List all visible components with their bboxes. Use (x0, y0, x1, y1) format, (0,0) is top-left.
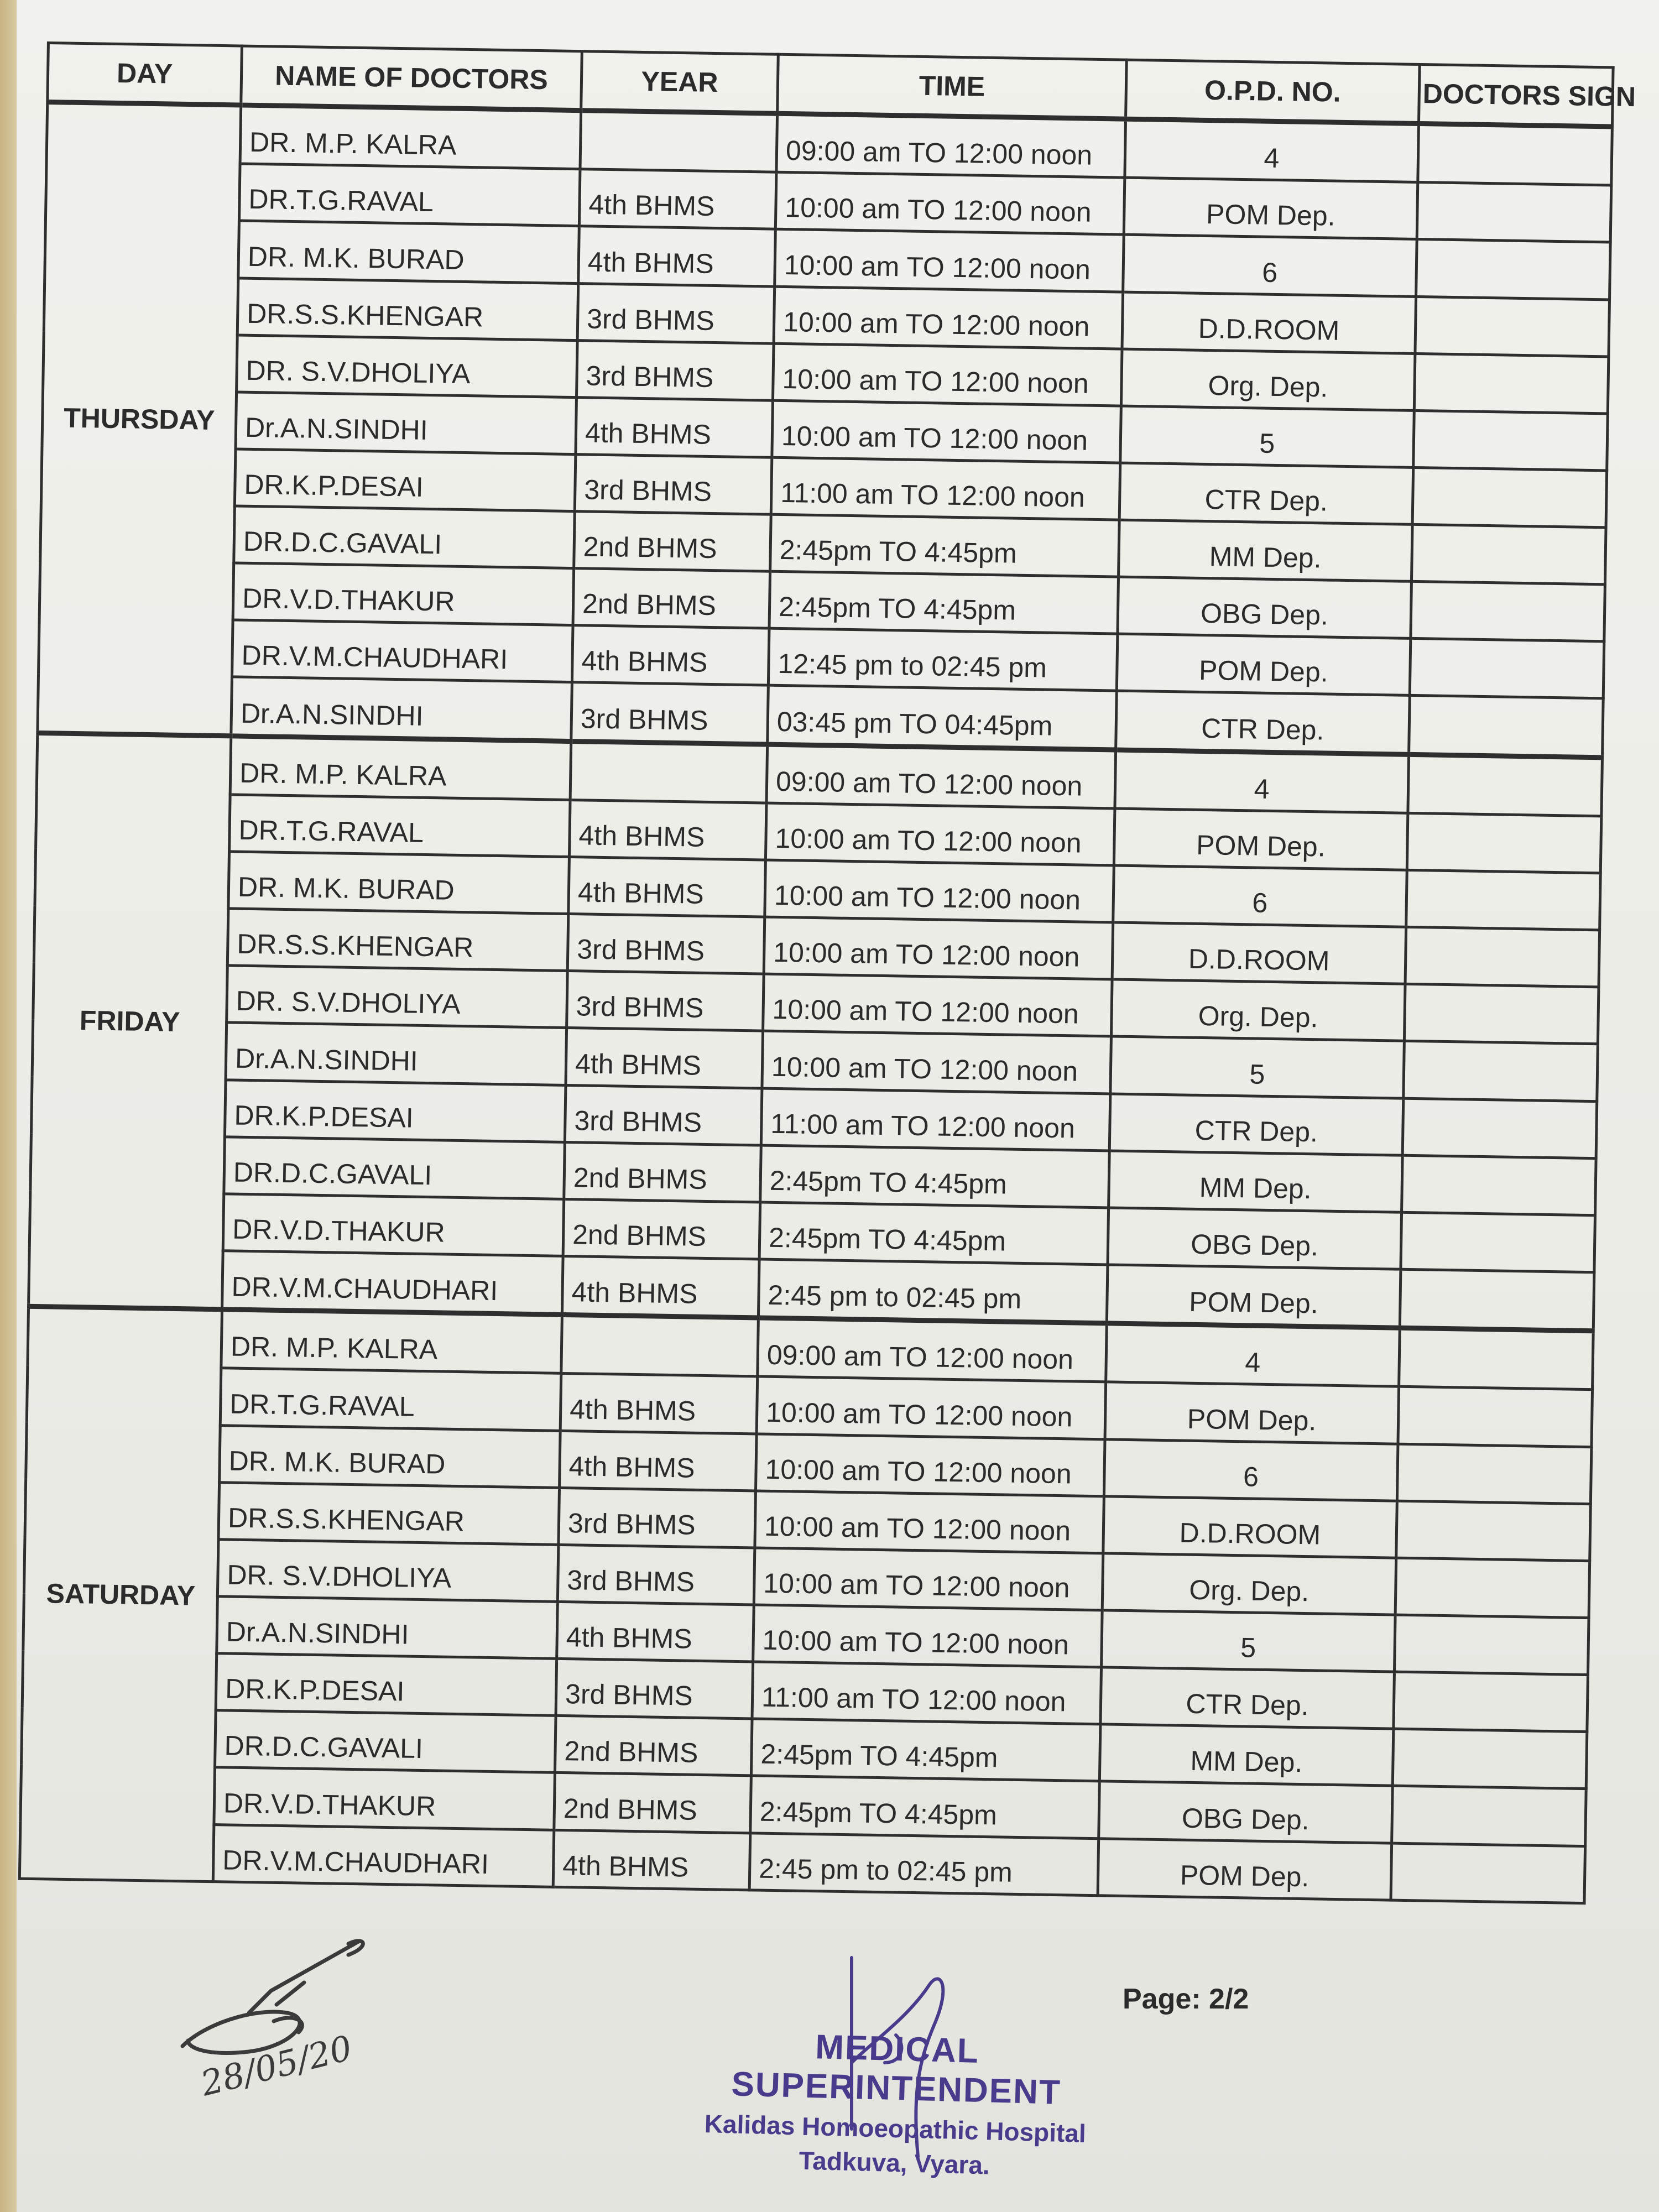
time-cell: 10:00 am TO 12:00 noon (754, 1548, 1103, 1610)
year-cell (580, 111, 778, 173)
opd-cell: Org. Dep. (1102, 1553, 1396, 1615)
year-cell: 4th BHMS (560, 1374, 758, 1434)
time-cell: 10:00 am TO 12:00 noon (764, 917, 1113, 979)
opd-cell: POM Dep. (1105, 1382, 1399, 1443)
opd-cell: Org. Dep. (1121, 349, 1415, 410)
year-cell: 2nd BHMS (563, 1199, 760, 1259)
time-cell: 10:00 am TO 12:00 noon (755, 1434, 1105, 1496)
opd-cell: 4 (1106, 1323, 1400, 1387)
doctor-name-cell: DR.D.C.GAVALI (234, 506, 575, 568)
year-cell: 4th BHMS (569, 800, 766, 860)
opd-cell: OBG Dep. (1108, 1208, 1402, 1269)
opd-cell: D.D.ROOM (1122, 292, 1416, 353)
doctor-sign-cell (1397, 1444, 1592, 1504)
year-cell (570, 741, 768, 803)
time-cell: 2:45pm TO 4:45pm (770, 514, 1120, 577)
page-number: Page: 2/2 (1123, 1983, 1249, 2015)
year-cell: 3rd BHMS (565, 1085, 762, 1145)
time-cell: 10:00 am TO 12:00 noon (762, 1031, 1112, 1094)
doctor-name-cell: DR.D.C.GAVALI (215, 1710, 556, 1773)
time-cell: 11:00 am TO 12:00 noon (761, 1088, 1110, 1151)
doctor-sign-cell (1394, 1615, 1589, 1675)
header-opd: O.P.D. NO. (1126, 60, 1420, 123)
doctor-sign-cell (1400, 1269, 1594, 1331)
doctor-name-cell: DR.T.G.RAVAL (239, 164, 580, 226)
doctor-sign-cell (1410, 639, 1604, 699)
year-cell: 3rd BHMS (567, 971, 764, 1031)
opd-cell: 6 (1123, 234, 1417, 296)
year-cell: 3rd BHMS (577, 340, 774, 400)
opd-cell: 6 (1104, 1439, 1398, 1500)
doctor-sign-cell (1404, 1041, 1598, 1102)
time-cell: 03:45 pm TO 04:45pm (768, 686, 1117, 750)
opd-cell: 5 (1120, 406, 1415, 467)
header-day: DAY (48, 43, 242, 105)
doctor-name-cell: DR.K.P.DESAI (216, 1653, 557, 1716)
day-cell: THURSDAY (38, 102, 241, 736)
year-cell: 3rd BHMS (559, 1488, 756, 1548)
year-cell: 2nd BHMS (554, 1773, 752, 1833)
header-time: TIME (778, 54, 1127, 119)
doctor-name-cell: DR.V.D.THAKUR (214, 1767, 555, 1830)
opd-cell: CTR Dep. (1119, 463, 1413, 524)
doctor-sign-cell (1399, 1328, 1594, 1390)
stamp-org: Kalidas Homoeopathic Hospital (704, 2109, 1087, 2148)
doctor-sign-cell (1416, 239, 1611, 300)
doctor-sign-cell (1392, 1729, 1587, 1789)
doctor-sign-cell (1402, 1098, 1597, 1159)
doctor-name-cell: Dr.A.N.SINDHI (226, 1022, 567, 1085)
doctor-name-cell: DR.V.D.THAKUR (223, 1194, 564, 1256)
time-cell: 09:00 am TO 12:00 noon (766, 744, 1116, 808)
opd-cell: POM Dep. (1124, 178, 1418, 239)
doctor-sign-cell (1404, 984, 1599, 1045)
opd-cell: MM Dep. (1109, 1151, 1403, 1212)
time-cell: 10:00 am TO 12:00 noon (757, 1376, 1106, 1439)
year-cell: 4th BHMS (560, 1431, 757, 1491)
opd-schedule-table (18, 41, 1636, 1905)
doctor-sign-cell (1409, 696, 1604, 758)
opd-cell: 4 (1115, 750, 1409, 813)
time-cell: 2:45 pm to 02:45 pm (758, 1259, 1108, 1323)
day-cell: SATURDAY (19, 1307, 222, 1882)
time-cell: 10:00 am TO 12:00 noon (775, 172, 1125, 234)
year-cell: 2nd BHMS (564, 1142, 761, 1202)
doctor-name-cell: DR.S.S.KHENGAR (227, 909, 568, 971)
doctor-name-cell: DR. M.K. BURAD (220, 1425, 561, 1488)
doctor-name-cell: DR.V.M.CHAUDHARI (222, 1251, 564, 1315)
header-year: YEAR (581, 51, 779, 114)
opd-cell: 6 (1113, 865, 1407, 927)
opd-cell: D.D.ROOM (1103, 1496, 1397, 1558)
time-cell: 10:00 am TO 12:00 noon (774, 286, 1123, 349)
year-cell: 4th BHMS (568, 857, 766, 917)
time-cell: 10:00 am TO 12:00 noon (763, 974, 1113, 1036)
doctor-sign-cell (1395, 1558, 1590, 1618)
doctor-sign-cell (1411, 582, 1605, 642)
opd-cell: Org. Dep. (1111, 979, 1405, 1041)
time-cell: 11:00 am TO 12:00 noon (771, 457, 1120, 520)
time-cell: 2:45pm TO 4:45pm (750, 1776, 1100, 1838)
time-cell: 10:00 am TO 12:00 noon (775, 229, 1124, 292)
opd-cell: 4 (1125, 119, 1419, 182)
year-cell: 4th BHMS (557, 1601, 754, 1662)
doctor-sign-cell (1391, 1843, 1585, 1903)
doctor-name-cell: DR.T.G.RAVAL (220, 1368, 561, 1431)
year-cell: 4th BHMS (562, 1256, 759, 1318)
opd-cell: POM Dep. (1114, 808, 1408, 870)
doctor-name-cell: DR.S.S.KHENGAR (237, 278, 578, 340)
doctor-sign-cell (1417, 182, 1611, 243)
doctor-sign-cell (1408, 754, 1603, 816)
doctor-sign-cell (1411, 524, 1606, 585)
opd-cell: OBG Dep. (1118, 577, 1412, 638)
time-cell: 10:00 am TO 12:00 noon (772, 400, 1121, 463)
year-cell: 4th BHMS (566, 1028, 763, 1088)
year-cell: 3rd BHMS (571, 682, 769, 744)
doctor-sign-cell (1398, 1387, 1593, 1447)
year-cell: 3rd BHMS (556, 1659, 753, 1719)
year-cell: 3rd BHMS (575, 455, 772, 515)
doctor-sign-cell (1407, 813, 1601, 873)
doctor-name-cell: DR.K.P.DESAI (225, 1079, 566, 1142)
doctor-sign-cell (1402, 1155, 1597, 1215)
opd-cell: CTR Dep. (1116, 691, 1410, 755)
opd-cell: MM Dep. (1099, 1724, 1394, 1786)
doctor-name-cell: Dr.A.N.SINDHI (217, 1597, 558, 1659)
doctor-sign-cell (1405, 927, 1600, 988)
opd-cell: POM Dep. (1107, 1265, 1401, 1328)
doctor-name-cell: DR.D.C.GAVALI (224, 1137, 565, 1199)
time-cell: 12:45 pm to 02:45 pm (768, 628, 1118, 691)
time-cell: 10:00 am TO 12:00 noon (755, 1491, 1104, 1553)
time-cell: 11:00 am TO 12:00 noon (752, 1662, 1102, 1724)
doctor-name-cell: DR.S.S.KHENGAR (218, 1482, 560, 1545)
doctor-sign-cell (1396, 1501, 1591, 1561)
doctor-sign-cell (1415, 296, 1610, 357)
opd-cell: 5 (1102, 1610, 1396, 1672)
doctor-sign-cell (1406, 870, 1601, 930)
time-cell: 2:45pm TO 4:45pm (751, 1719, 1100, 1781)
doctor-sign-cell (1392, 1786, 1587, 1846)
year-cell (561, 1315, 759, 1377)
doctor-sign-cell (1394, 1672, 1588, 1732)
year-cell: 4th BHMS (579, 169, 776, 229)
day-cell: FRIDAY (29, 733, 231, 1310)
time-cell: 09:00 am TO 12:00 noon (776, 113, 1126, 178)
year-cell: 4th BHMS (578, 226, 776, 286)
doctor-sign-cell (1401, 1212, 1595, 1272)
opd-cell: CTR Dep. (1109, 1094, 1404, 1155)
stamp-place: Tadkuva, Vyara. (798, 2146, 990, 2180)
time-cell: 10:00 am TO 12:00 noon (765, 860, 1114, 922)
opd-cell: CTR Dep. (1100, 1667, 1395, 1729)
schedule-body (19, 102, 1612, 1903)
doctor-name-cell: DR.T.G.RAVAL (229, 795, 571, 857)
doctor-name-cell: DR. M.P. KALRA (230, 736, 571, 800)
year-cell: 4th BHMS (576, 397, 773, 457)
doctor-name-cell: DR. S.V.DHOLIYA (237, 335, 578, 398)
time-cell: 2:45pm TO 4:45pm (769, 571, 1119, 634)
doctor-name-cell: Dr.A.N.SINDHI (231, 677, 572, 741)
doctor-name-cell: Dr.A.N.SINDHI (236, 392, 577, 455)
doctor-name-cell: DR.V.M.CHAUDHARI (213, 1824, 554, 1887)
doctor-name-cell: DR. M.P. KALRA (240, 105, 581, 169)
doctor-name-cell: DR. M.K. BURAD (228, 852, 570, 914)
year-cell: 3rd BHMS (567, 914, 765, 974)
time-cell: 10:00 am TO 12:00 noon (753, 1605, 1103, 1667)
year-cell: 4th BHMS (553, 1830, 750, 1890)
year-cell: 3rd BHMS (577, 283, 775, 343)
opd-cell: MM Dep. (1119, 520, 1413, 581)
time-cell: 10:00 am TO 12:00 noon (773, 343, 1122, 406)
doctor-name-cell: DR. M.P. KALRA (221, 1310, 562, 1374)
time-cell: 2:45pm TO 4:45pm (759, 1202, 1109, 1265)
year-cell: 2nd BHMS (573, 568, 770, 629)
header-sign: DOCTORS SIGN (1418, 64, 1613, 126)
doctor-name-cell: DR.V.D.THAKUR (233, 563, 574, 625)
doctor-sign-cell (1414, 353, 1609, 414)
time-cell: 2:45 pm to 02:45 pm (749, 1833, 1099, 1895)
doctor-sign-cell (1413, 410, 1608, 471)
time-cell: 10:00 am TO 12:00 noon (765, 803, 1115, 865)
opd-cell: POM Dep. (1098, 1838, 1392, 1900)
doctor-name-cell: DR. M.K. BURAD (238, 221, 580, 283)
doctor-name-cell: DR.K.P.DESAI (234, 449, 576, 512)
handwritten-date: 28/05/20 (196, 2027, 356, 2104)
doctor-sign-cell (1412, 467, 1607, 528)
time-cell: 09:00 am TO 12:00 noon (758, 1318, 1107, 1382)
year-cell: 4th BHMS (572, 625, 769, 686)
year-cell: 2nd BHMS (555, 1716, 752, 1776)
opd-cell: 5 (1110, 1036, 1405, 1098)
time-cell: 2:45pm TO 4:45pm (760, 1145, 1110, 1208)
doctor-name-cell: DR. S.V.DHOLIYA (217, 1540, 559, 1602)
opd-cell: POM Dep. (1117, 634, 1411, 695)
opd-cell: OBG Dep. (1099, 1781, 1393, 1843)
doctor-name-cell: DR. S.V.DHOLIYA (227, 966, 568, 1028)
year-cell: 2nd BHMS (574, 512, 771, 572)
doctor-name-cell: DR.V.M.CHAUDHARI (232, 620, 573, 682)
year-cell: 3rd BHMS (557, 1545, 755, 1605)
doctor-sign-cell (1418, 123, 1613, 185)
stamp-title: MEDICAL SUPERINTENDENT (731, 2028, 1062, 2112)
opd-cell: D.D.ROOM (1112, 922, 1406, 984)
header-name: NAME OF DOCTORS (241, 46, 582, 111)
